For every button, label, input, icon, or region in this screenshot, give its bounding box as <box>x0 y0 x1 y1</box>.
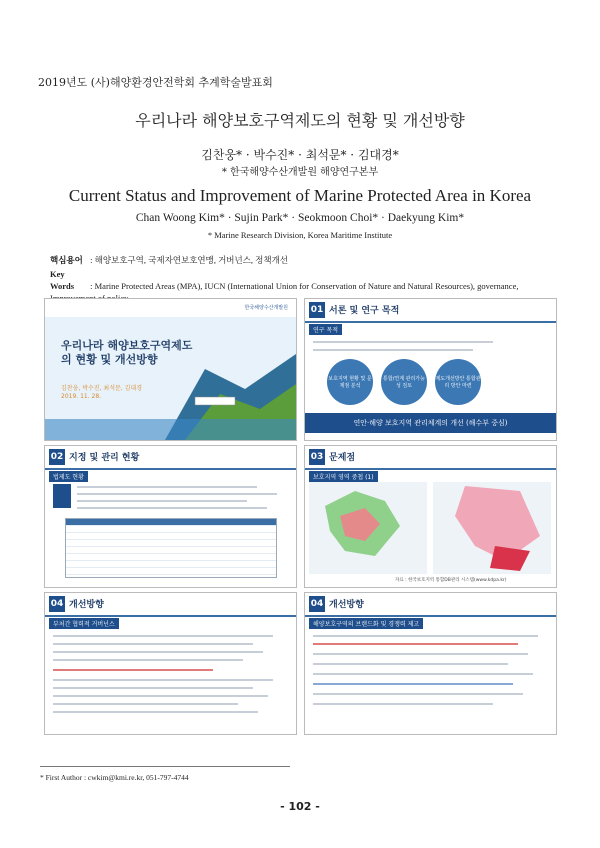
slide-problems <box>304 445 557 588</box>
text-line <box>313 341 493 343</box>
conference-header: 2019년도 (사)해양환경안전학회 추계학술발표회 <box>38 76 273 89</box>
keywords-english-label: Key Words <box>50 269 75 291</box>
slide-title <box>44 298 297 441</box>
page-number: - 102 - <box>280 800 320 813</box>
slide-title-date: 2019. 11. 28. <box>61 393 102 400</box>
subsection-label: 해양보호구역의 브랜드화 및 경쟁력 제고 <box>309 618 423 629</box>
slide-header <box>305 593 556 617</box>
overlap-maps <box>305 446 556 587</box>
section-number: 02 <box>49 449 65 465</box>
text-line <box>53 643 253 645</box>
section-number: 04 <box>309 596 325 612</box>
slide-banner: 연안·해양 보호지역 관리체계의 개선 (해수부 중심) <box>305 413 556 433</box>
text-line <box>53 669 213 671</box>
text-line <box>53 635 273 637</box>
text-line <box>53 703 238 705</box>
section-number: 04 <box>49 596 65 612</box>
subsection-label: 보호지역 영역 중첩 (1) <box>309 471 378 482</box>
authors-english: Chan Woong Kim* · Sujin Park* · Seokmoon Choi* · Daekyung Kim* <box>135 212 465 224</box>
affiliation-korean: * 한국해양수산개발원 해양연구본부 <box>221 167 379 178</box>
text-line <box>77 486 257 488</box>
keywords-english: Key Words : Marine Protected Areas (MPA), IUCN (International Union for Conservation of Nature and Natural Resources), governance, <box>50 268 550 304</box>
text-line <box>77 507 267 509</box>
text-line <box>313 693 523 695</box>
slide-improvement-brand <box>304 592 557 735</box>
slide-header <box>305 299 556 323</box>
table-header <box>66 519 276 525</box>
text-line <box>313 663 508 665</box>
title-english: Current Status and Improvement of Marine Protected Area in Korea <box>68 186 532 205</box>
footnote-rule <box>40 766 290 767</box>
section-number: 03 <box>309 449 325 465</box>
section-title: 개선방향 <box>69 600 104 610</box>
text-line <box>313 703 493 705</box>
bubble-2: 통합/연계 관리가능성 검토 <box>381 359 427 405</box>
text-line <box>313 683 513 685</box>
keywords-korean: 핵심용어 : 해양보호구역, 국제자연보호연맹, 거버넌스, 정책개선 <box>50 255 289 265</box>
authors-korean: 김찬웅* · 박수진* · 최석문* · 김대경* <box>201 148 399 162</box>
section-title: 개선방향 <box>329 600 364 610</box>
slide-title-authors: 김찬웅, 박수진, 최석문, 김대경 <box>61 385 142 392</box>
slide-title-heading: 우리나라 해양보호구역제도의 현황 및 개선방향 <box>61 339 193 366</box>
text-line <box>313 349 473 351</box>
keywords-korean-text: 해양보호구역, 국제자연보호연맹, 거버넌스, 정책개선 <box>94 255 289 265</box>
affiliation-english: * Marine Research Division, Korea Maritime Institute <box>207 230 393 240</box>
subsection-label: 법제도 현황 <box>49 471 88 482</box>
text-line <box>53 679 273 681</box>
text-line <box>313 653 528 655</box>
slide-intro <box>304 298 557 441</box>
slide-status <box>44 445 297 588</box>
bubble-1: 보호지역 현황 및 문제점 분석 <box>327 359 373 405</box>
status-table <box>65 518 277 578</box>
slide-improvement-governance <box>44 592 297 735</box>
section-number: 01 <box>309 302 325 318</box>
section-title: 지정 및 관리 현황 <box>69 453 140 463</box>
footnote: * First Author : cwkim@kmi.re.kr, 051-797-4744 <box>40 773 189 782</box>
text-line <box>77 500 247 502</box>
bubble-3: 제도개선방안 통합관리 방안 마련 <box>435 359 481 405</box>
slide-title-org: 한국해양수산개발원 <box>244 305 288 311</box>
slide-header <box>45 593 296 617</box>
text-line <box>77 493 277 495</box>
text-line <box>53 687 253 689</box>
text-line <box>313 635 538 637</box>
text-line <box>313 673 533 675</box>
text-line <box>313 643 518 645</box>
keywords-english-text: Marine Protected Areas (MPA), IUCN (International Union for Conservation of Nature and Natural Resources), governance, <box>94 281 519 291</box>
section-title: 서론 및 연구 목적 <box>329 306 400 316</box>
subsection-label: 부처간 협력적 거버넌스 <box>49 618 119 629</box>
slide-title-background <box>45 299 296 440</box>
text-line <box>53 695 268 697</box>
title-korean: 우리나라 해양보호구역제도의 현황 및 개선방향 <box>135 111 465 130</box>
text-line <box>53 711 258 713</box>
slide-header <box>45 446 296 470</box>
subsection-label: 연구 목적 <box>309 324 342 335</box>
map-source: 자료 : 한국보호지역 통합DB관리 시스템(www.kdpa.kr) <box>395 578 507 583</box>
keywords-korean-label: 핵심용어 <box>50 255 83 265</box>
section-title: 문제점 <box>329 453 356 463</box>
side-tag <box>53 484 71 508</box>
text-line <box>53 651 263 653</box>
text-line <box>53 659 243 661</box>
